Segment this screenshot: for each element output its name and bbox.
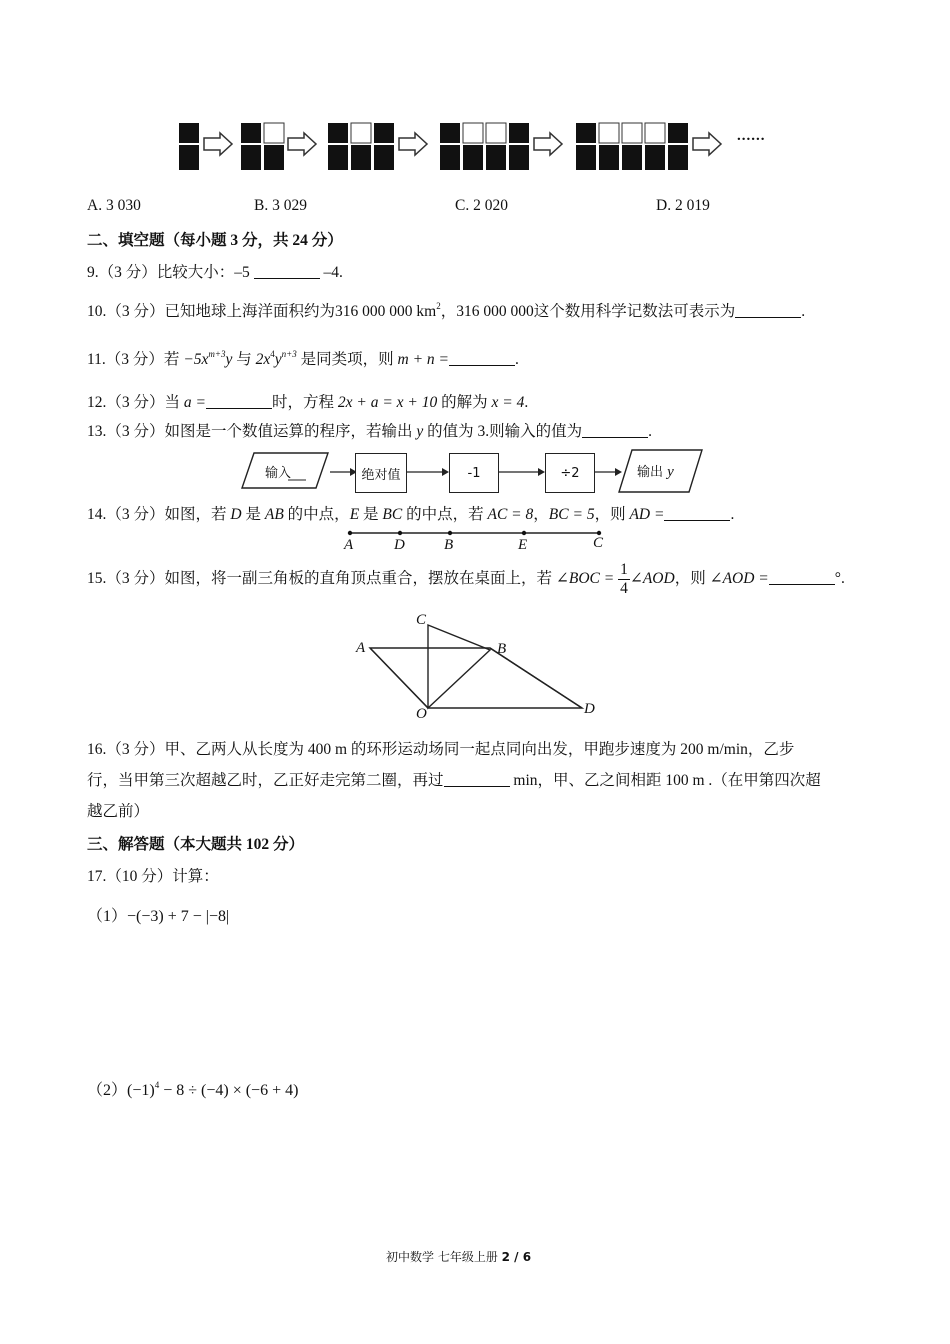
- q13-y: y: [416, 423, 424, 440]
- option-b[interactable]: B. 3 029: [254, 197, 307, 214]
- question-14: [87, 502, 734, 524]
- q14-text: 14.（3 分）如图，若: [87, 506, 231, 523]
- q14-bc-value: BC = 5: [548, 506, 595, 523]
- q10-answer-blank[interactable]: [735, 303, 801, 318]
- page-footer: [386, 1248, 531, 1265]
- q14-answer-blank[interactable]: [664, 506, 730, 521]
- question-15: [87, 561, 845, 598]
- question-13: [87, 419, 652, 441]
- question-16-line-3: 越乙前）: [87, 803, 150, 820]
- q17-p1-label: （1）: [87, 908, 128, 925]
- q10-period: .: [801, 303, 806, 320]
- pattern-sequence-figure: [170, 118, 780, 176]
- q11-y2: y: [274, 351, 282, 368]
- q17-p1-expression: −(−3) + 7 − |−8|: [127, 908, 230, 925]
- label-c: C: [416, 612, 427, 628]
- q14-text-6: ，: [533, 506, 549, 523]
- q16-answer-blank[interactable]: [444, 772, 510, 787]
- q14-d: D: [230, 506, 242, 523]
- label-o: O: [416, 706, 427, 722]
- q14-e: E: [349, 506, 360, 523]
- question-10: [87, 299, 805, 321]
- option-d[interactable]: D. 2 019: [656, 197, 710, 214]
- q10-exponent: 2: [436, 301, 441, 311]
- q15-text-2: ，则: [674, 570, 710, 588]
- question-12: [87, 390, 528, 412]
- q12-equation: 2x + a = x + 10: [337, 394, 438, 411]
- flow-output-var: y: [667, 464, 674, 480]
- q14-ac: AC = 8: [487, 506, 534, 523]
- question-17-part-1: [87, 903, 229, 926]
- q12-answer-blank[interactable]: [206, 394, 272, 409]
- sequence-ellipsis: ......: [737, 128, 766, 144]
- q12-solution: x = 4: [491, 394, 525, 411]
- q14-text-7: ，则: [594, 506, 630, 523]
- triangle-figure: [350, 610, 610, 728]
- label-d: D: [584, 701, 595, 717]
- q14-period: .: [730, 506, 735, 523]
- q12-period: .: [524, 394, 529, 411]
- q12-text-2: 时，方程: [271, 394, 338, 411]
- flow-input-label: 输入: [265, 466, 292, 481]
- option-a[interactable]: A. 3 030: [87, 197, 141, 214]
- q15-text: 15.（3 分）如图，将一副三角板的直角顶点重合，摆放在桌面上，若: [87, 570, 556, 588]
- q11-exp3: n+3: [281, 349, 297, 359]
- q11-y1: y: [225, 351, 233, 368]
- q17-p2-base: (−1): [127, 1082, 155, 1099]
- segment-figure: [340, 526, 610, 540]
- section-2-title: 二、填空题（每小题 3 分，共 24 分）: [87, 232, 343, 249]
- q11-answer-blank[interactable]: [449, 351, 515, 366]
- option-c[interactable]: C. 2 020: [455, 197, 508, 214]
- flow-minus-box: -1: [449, 453, 499, 493]
- q17-p2-label: （2）: [87, 1082, 128, 1099]
- q13-text-2: 的值为 3.则输入的值为: [423, 423, 583, 440]
- q11-text: 11.（3 分）若: [87, 351, 184, 368]
- q12-text-3: 的解为: [437, 394, 492, 411]
- point-e-label: E: [518, 537, 528, 553]
- q15-answer-blank[interactable]: [769, 570, 835, 585]
- q12-a-eq: a =: [183, 394, 206, 411]
- flow-output-label: [637, 461, 674, 481]
- question-9: [87, 260, 343, 282]
- q15-degree: °.: [834, 570, 845, 588]
- q15-angle-boc: ∠BOC =: [555, 570, 615, 588]
- q16-text: 行，当甲第三次超越乙时，乙正好走完第二圈，再过: [87, 772, 444, 789]
- point-d-label: D: [394, 537, 405, 553]
- q11-expr: m + n =: [397, 351, 450, 368]
- flow-output-text: 输出: [637, 465, 664, 480]
- q15-angle-aod-2: ∠AOD =: [709, 570, 769, 588]
- flow-divide-box: ÷2: [545, 453, 595, 493]
- q15-fraction: [618, 561, 630, 598]
- q13-text: 13.（3 分）如图是一个数值运算的程序，若输出: [87, 423, 417, 440]
- q17-p2-expression: − 8 ÷ (−4) × (−6 + 4): [159, 1082, 299, 1099]
- q13-answer-blank[interactable]: [582, 423, 648, 438]
- q10-text-2: ，316 000 000这个数用科学记数法可表示为: [440, 303, 736, 320]
- q12-text: 12.（3 分）当: [87, 394, 184, 411]
- q9-text: 9.（3 分）比较大小：–5: [87, 264, 250, 281]
- q9-text-end: –4.: [323, 264, 343, 281]
- q11-term1: −5x: [183, 351, 209, 368]
- q11-exp2: 4: [270, 349, 275, 359]
- q14-ab: AB: [264, 506, 284, 523]
- q14-text-4: 是: [359, 506, 383, 523]
- question-11: [87, 347, 519, 369]
- question-16-line-2: [87, 768, 821, 790]
- q15-fraction-num: 1: [620, 561, 628, 578]
- q16-text-2: min，甲、乙之间相距 100 m .（在甲第四次超: [509, 772, 821, 789]
- point-c-label: C: [593, 535, 604, 551]
- section-3-title: 三、解答题（本大题共 102 分）: [87, 836, 305, 853]
- q14-text-5: 的中点，若: [402, 506, 488, 523]
- q9-answer-blank[interactable]: [254, 264, 320, 279]
- q11-term2: 2x: [255, 351, 271, 368]
- point-a-label: A: [344, 537, 354, 553]
- q15-angle-aod: ∠AOD: [629, 570, 675, 588]
- point-b-label: B: [444, 537, 454, 553]
- q11-exp1: m+3: [208, 349, 226, 359]
- q17-p2-exponent: 4: [154, 1080, 160, 1090]
- q15-fraction-den: 4: [620, 580, 628, 597]
- flow-abs-box: 绝对值: [355, 453, 407, 493]
- page-number: 2 / 6: [501, 1250, 532, 1264]
- q14-bc: BC: [382, 506, 403, 523]
- q11-period: .: [515, 351, 519, 368]
- footer-text: 初中数学 七年级上册: [386, 1250, 502, 1264]
- question-17-title: 17.（10 分）计算：: [87, 868, 219, 885]
- q14-text-3: 的中点，: [283, 506, 350, 523]
- question-17-part-2: [87, 1077, 298, 1100]
- question-16-line-1: 16.（3 分）甲、乙两人从长度为 400 m 的环形运动场同一起点同向出发，甲跑步速度为 200 m/min，乙步: [87, 741, 795, 758]
- q14-ad: AD =: [629, 506, 665, 523]
- q11-mid: 与: [232, 351, 256, 368]
- q13-period: .: [648, 423, 653, 440]
- label-b: B: [497, 641, 507, 657]
- q14-text-2: 是: [241, 506, 265, 523]
- label-a: A: [356, 640, 366, 656]
- q10-text: 10.（3 分）已知地球上海洋面积约为316 000 000 km: [87, 303, 437, 320]
- q11-text-2: 是同类项，则: [296, 351, 398, 368]
